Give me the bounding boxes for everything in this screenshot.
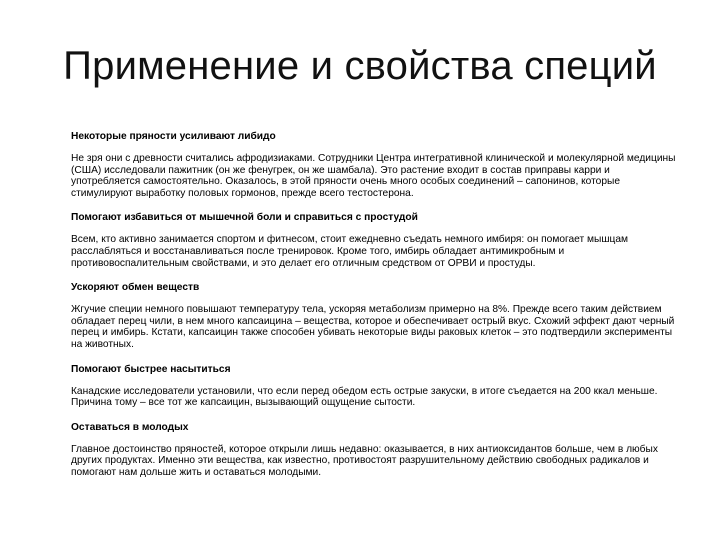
section-heading: Помогают быстрее насытиться: [71, 363, 231, 375]
section-text: Не зря они с древности считались афродизиаками. Сотрудники Центра интегративной клинической и молекулярной медицины (США) исследовали пажитник (он же фенугрек, он же шамбала). Это растение входит в состав приправы карри и употребляется самостоятельно. Оказалось, в этой пряности очень много особых соединений – сапонинов, которые стимулируют выработку половых гормонов, прежде всего тестостерона.: [71, 153, 676, 199]
section-heading: Ускоряют обмен веществ: [71, 282, 200, 294]
section-text: Канадские исследователи установили, что если перед обедом есть острые закуски, в итоге съедается на 200 ккал меньше. Причина тому – все тот же капсаицин, вызывающий ощущение сытости.: [71, 385, 658, 409]
section-text: Всем, кто активно занимается спортом и фитнесом, стоит ежедневно съедать немного имбиря: он помогает мышцам расслабляться и восстанавливаться после тренировок. Кроме того, имбирь обладает антимикробным и противовоспалительным свойствами, и это делает его отличным средством от ОРВИ и простуды.: [71, 234, 629, 269]
section-heading: Некоторые пряности усиливают либидо: [71, 131, 276, 142]
slide-title: Применение и свойства специй: [63, 44, 657, 88]
section-youth: [71, 421, 677, 479]
section-heading: Помогают избавиться от мышечной боли и справиться с простудой: [71, 212, 418, 224]
section-libido: [71, 130, 677, 199]
section-muscle-pain: [71, 211, 677, 269]
section-heading: Оставаться в молодых: [71, 421, 189, 433]
section-metabolism: [71, 281, 677, 350]
section-text: Главное достоинство пряностей, которое открыли лишь недавно: оказывается, в них антиоксидантов больше, чем в любых других продуктах. Именно эти вещества, как известно, противостоят разрушительному действию свободных радикалов и помогают нам дольше жить и оставаться молодыми.: [71, 443, 658, 478]
section-satiety: [71, 363, 677, 409]
section-text: Жгучие специи немного повышают температуру тела, ускоряя метаболизм примерно на 8%. Прежде всего таким действием обладает перец чили, в нем много капсаицина – вещества, которое и обеспечивает острый вкус. Схожий эффект дают черный перец и имбирь. Кстати, капсаицин также способен убивать некоторые виды раковых клеток – это подтвердили эксперименты на животных.: [71, 304, 675, 350]
slide-content: [71, 130, 677, 491]
